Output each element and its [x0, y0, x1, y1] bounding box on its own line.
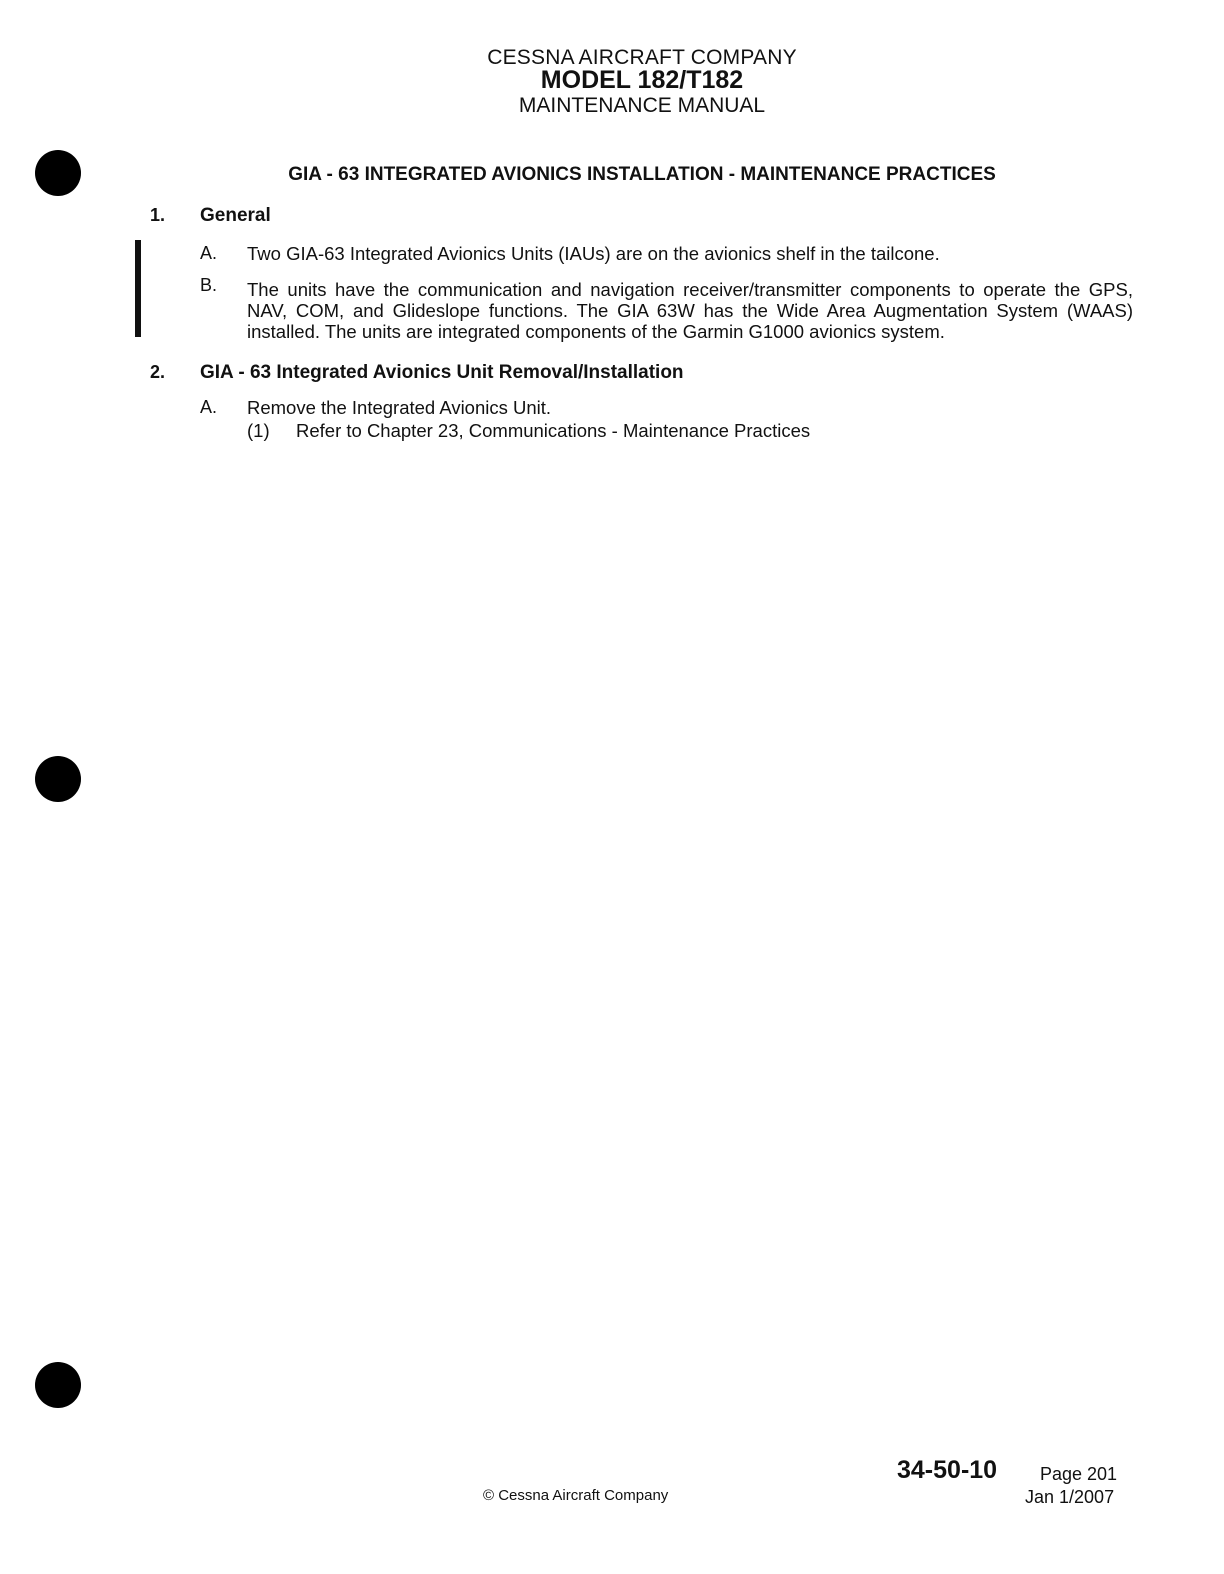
section-1-item-b-text: The units have the communication and navigation receiver/transmitter components to operate the GPS, NAV, COM, and Glideslope functions. The GIA 63W has the Wide Area Augmentation System (WAAS) installed. The units are integrated components of the Garmin G1000 avionics system. — [247, 279, 1133, 342]
section-2-item-a-letter: A. — [200, 397, 218, 417]
binder-hole-bottom — [35, 1362, 81, 1408]
revision-change-bar — [135, 240, 141, 337]
section-2-heading: GIA - 63 Integrated Avionics Unit Removal/Installation — [200, 362, 684, 383]
section-2-subitem-1-number: (1) — [247, 420, 270, 441]
footer-date: Jan 1/2007 — [1025, 1487, 1115, 1507]
header-manual: MAINTENANCE MANUAL — [518, 94, 766, 117]
section-1-item-b-letter: B. — [200, 275, 218, 295]
section-1-number: 1. — [150, 205, 166, 225]
header-company: CESSNA AIRCRAFT COMPANY — [487, 46, 797, 69]
footer-copyright: © Cessna Aircraft Company — [483, 1487, 669, 1504]
header-model: MODEL 182/T182 — [540, 66, 744, 94]
binder-hole-middle — [35, 756, 81, 802]
footer-page-number: Page 201 — [1040, 1464, 1118, 1484]
section-2-number: 2. — [150, 362, 166, 382]
section-2-subitem-1-text: Refer to Chapter 23, Communications - Maintenance Practices — [296, 420, 811, 441]
document-title: GIA - 63 INTEGRATED AVIONICS INSTALLATION - MAINTENANCE PRACTICES — [288, 164, 996, 185]
section-1-item-a-letter: A. — [200, 243, 218, 263]
section-1-heading: General — [200, 205, 271, 226]
section-2-item-a-text: Remove the Integrated Avionics Unit. — [247, 397, 552, 418]
footer-chapter-code: 34-50-10 — [897, 1456, 998, 1484]
binder-hole-top — [35, 150, 81, 196]
section-1-item-a-text: Two GIA-63 Integrated Avionics Units (IAUs) are on the avionics shelf in the tailcone. — [247, 243, 940, 264]
